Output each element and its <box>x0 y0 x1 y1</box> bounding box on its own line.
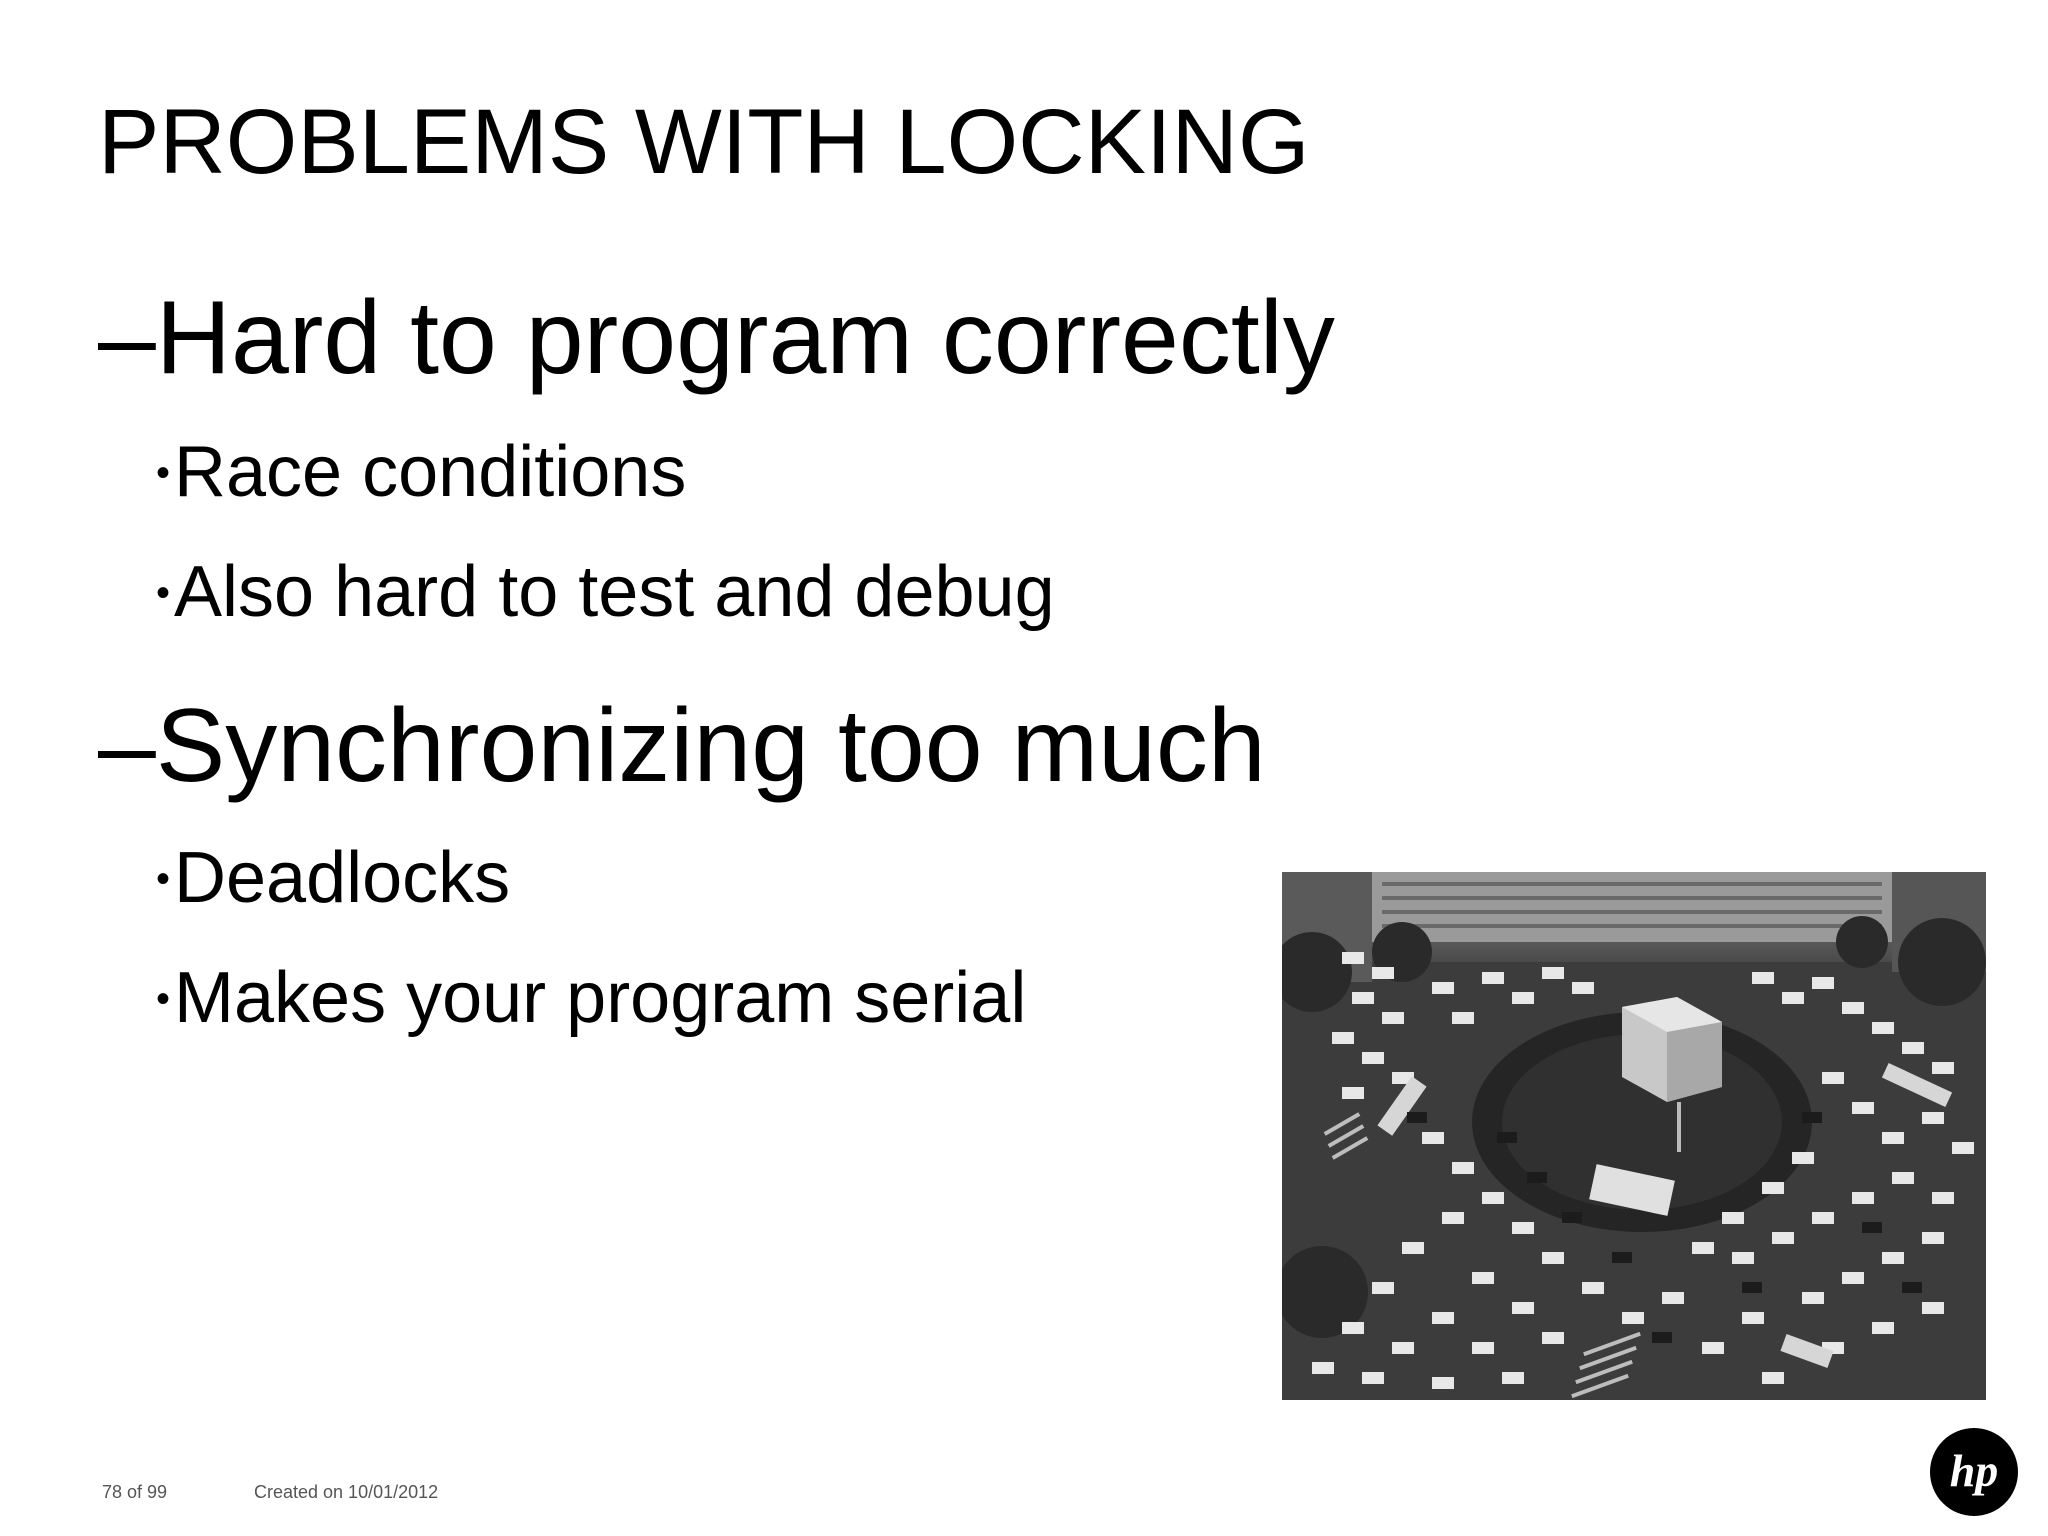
sub-bullet-program-serial <box>156 958 1027 1038</box>
slide-title: PROBLEMS WITH LOCKING <box>98 91 1310 193</box>
bullet-synchronizing-too-much: –Synchronizing too much <box>98 688 1266 804</box>
created-date: Created on 10/01/2012 <box>254 1482 439 1502</box>
sub-bullet-text: Deadlocks <box>174 838 511 918</box>
hp-logo-text: hp <box>1949 1445 1999 1496</box>
sub-bullet-race-conditions <box>156 432 687 512</box>
bullet-dot-icon: • <box>156 857 171 901</box>
sub-bullet-hard-to-test <box>156 552 1055 632</box>
bullet-hard-to-program: –Hard to program correctly <box>98 280 1335 396</box>
hp-logo-icon <box>1928 1426 2020 1518</box>
page-number: 78 of 99 <box>102 1482 168 1502</box>
bullet-dot-icon: • <box>156 451 171 495</box>
bullet-dot-icon: • <box>156 977 171 1021</box>
bullet-dot-icon: • <box>156 571 171 615</box>
sub-bullet-text: Race conditions <box>174 432 687 512</box>
sub-bullet-text: Makes your program serial <box>174 958 1027 1038</box>
traffic-jam-photo <box>1282 872 1986 1400</box>
sub-bullet-text: Also hard to test and debug <box>174 552 1055 632</box>
sub-bullet-deadlocks <box>156 838 511 918</box>
